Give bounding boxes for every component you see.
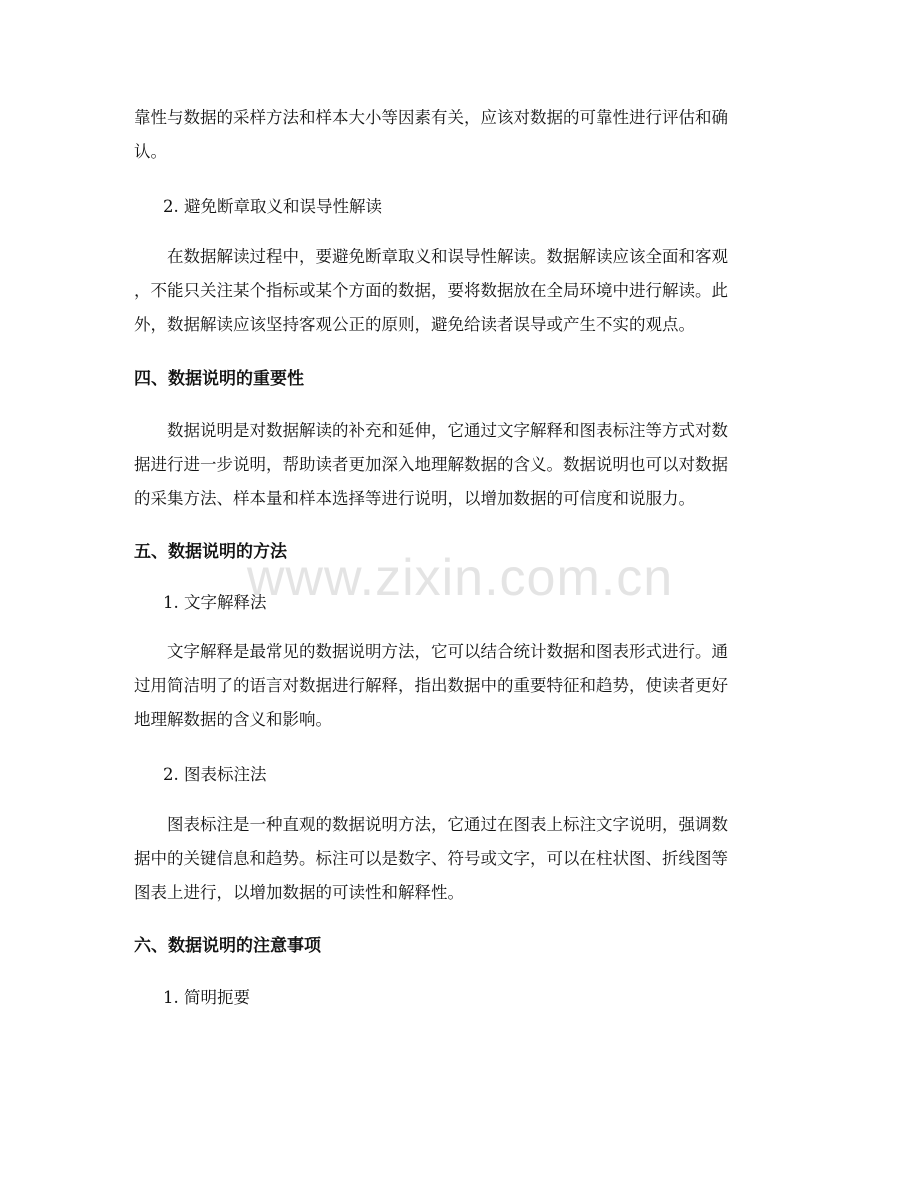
text-line: 外，数据解读应该坚持客观公正的原则，避免给读者误导或产生不实的观点。 xyxy=(134,315,695,334)
text-line: 图表标注是一种直观的数据说明方法，它通过在图表上标注文字说明，强调数 xyxy=(167,815,728,834)
list-item-avoid-misreading: 2. 避免断章取义和误导性解读 xyxy=(163,197,382,216)
watermark: www.zixin.com.cn xyxy=(246,549,674,607)
list-item-text-explanation: 1. 文字解释法 xyxy=(163,593,267,612)
section-heading-6: 六、数据说明的注意事项 xyxy=(134,936,321,956)
text-line: 靠性与数据的采样方法和样本大小等因素有关，应该对数据的可靠性进行评估和确 xyxy=(134,108,728,127)
text-line: 数据说明是对数据解读的补充和延伸，它通过文字解释和图表标注等方式对数 xyxy=(167,421,728,440)
paragraph-text-explanation xyxy=(134,635,786,737)
paragraph-chart-annotation xyxy=(134,808,786,910)
text-line: 据进行进一步说明，帮助读者更加深入地理解数据的含义。数据说明也可以对数据 xyxy=(134,455,728,474)
section-heading-4: 四、数据说明的重要性 xyxy=(134,369,304,389)
paragraph-avoid-misreading xyxy=(134,240,786,342)
text-line: 在数据解读过程中，要避免断章取义和误导性解读。数据解读应该全面和客观 xyxy=(167,247,728,266)
paragraph-importance xyxy=(134,414,786,516)
list-item-brief: 1. 简明扼要 xyxy=(163,988,250,1007)
text-line: 据中的关键信息和趋势。标注可以是数字、符号或文字，可以在柱状图、折线图等 xyxy=(134,849,728,868)
text-line: 图表上进行，以增加数据的可读性和解释性。 xyxy=(134,883,464,902)
text-line: ，不能只关注某个指标或某个方面的数据，要将数据放在全局环境中进行解读。此 xyxy=(134,281,728,300)
list-item-chart-annotation: 2. 图表标注法 xyxy=(163,765,267,784)
text-line: 的采集方法、样本量和样本选择等进行说明，以增加数据的可信度和说服力。 xyxy=(134,489,695,508)
section-heading-5: 五、数据说明的方法 xyxy=(134,542,287,562)
text-line: 文字解释是最常见的数据说明方法，它可以结合统计数据和图表形式进行。通 xyxy=(167,642,728,661)
text-line: 地理解数据的含义和影响。 xyxy=(134,710,332,729)
text-line: 认。 xyxy=(134,142,167,161)
text-line: 过用简洁明了的语言对数据进行解释，指出数据中的重要特征和趋势，使读者更好 xyxy=(134,676,728,695)
paragraph-reliability-end xyxy=(134,101,786,169)
